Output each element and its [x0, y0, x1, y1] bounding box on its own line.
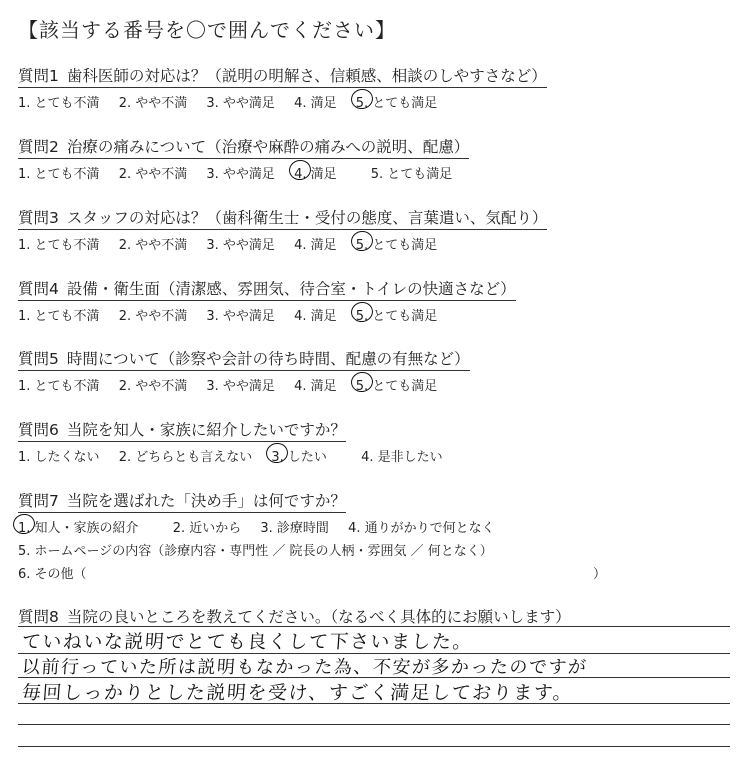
option-2[interactable]: 2. どちらとも言えない: [118, 450, 253, 465]
question-6: [18, 418, 748, 465]
option-1[interactable]: 1. したくない: [18, 450, 100, 465]
question-number: 質問2: [18, 138, 59, 156]
option-1[interactable]: 1. とても不満: [18, 309, 100, 324]
option-4[interactable]: 4. 満足: [294, 379, 337, 394]
question-number: 質問8: [18, 608, 59, 626]
option-5[interactable]: 5. ホームページの内容（診療内容・専門性 ／ 院長の人柄・雰囲気 ／ 何となく）: [18, 544, 493, 559]
option-6-row: [18, 563, 748, 582]
question-5: [18, 347, 748, 394]
question-number: 質問3: [18, 209, 59, 227]
option-4[interactable]: 4. 満足: [294, 238, 337, 253]
ruled-line: [18, 746, 730, 747]
question-text: 設備・衛生面（清潔感、雰囲気、待合室・トイレの快適さなど）: [66, 280, 516, 298]
option-3[interactable]: 3. やや満足: [206, 167, 275, 182]
handwritten-line-2: 以前行っていた所は説明もなかった為、不安が多かったのですが: [21, 657, 589, 678]
option-2[interactable]: 2. やや不満: [118, 238, 188, 253]
option-3[interactable]: 3. やや満足: [206, 96, 275, 111]
option-2[interactable]: 2. やや不満: [118, 96, 188, 111]
option-4[interactable]: 4. 満足: [294, 96, 337, 111]
answer-options: [18, 92, 748, 111]
option-1[interactable]: 1. とても不満: [18, 379, 100, 394]
question-number: 質問6: [18, 421, 59, 439]
handwritten-line-3: 毎回しっかりとした説明を受け、すごく満足しております。: [21, 682, 574, 704]
question-number: 質問5: [18, 350, 59, 368]
option-1[interactable]: 1. とても不満: [18, 96, 100, 111]
option-1[interactable]: 1. とても不満: [18, 238, 100, 253]
option-3[interactable]: 3. やや満足: [206, 238, 275, 253]
option-1-selected[interactable]: 1. 知人・家族の紹介: [18, 517, 154, 536]
question-7: [18, 489, 748, 582]
option-4[interactable]: 4. 是非したい: [361, 450, 443, 465]
question-8: [18, 605, 748, 628]
option-5-selected[interactable]: 5. とても満足: [356, 375, 453, 394]
question-text: 当院の良いところを教えてください。（なるべく具体的にお願いします）: [66, 608, 571, 626]
option-5-selected[interactable]: 5. とても満足: [356, 305, 453, 324]
question-1: [18, 64, 748, 111]
question-text: 歯科医師の対応は？（説明の明解さ、信頼感、相談のしやすさなど）: [66, 67, 547, 85]
question-text: 治療の痛みについて（治療や麻酔の痛みへの説明、配慮）: [66, 138, 470, 156]
option-2[interactable]: 2. やや不満: [118, 167, 188, 182]
option-6-close: ）: [593, 567, 607, 582]
option-5-selected[interactable]: 5. とても満足: [356, 92, 453, 111]
question-3: [18, 206, 748, 253]
handwritten-line-1: ていねいな説明でとても良くして下さいました。: [21, 631, 474, 653]
page-title: 【該当する番号を〇で囲んでください】: [18, 18, 396, 42]
answer-options: [18, 234, 748, 253]
answer-options: [18, 163, 748, 182]
question-text: スタッフの対応は？（歯科衛生士・受付の態度、言葉遣い、気配り）: [66, 209, 548, 227]
option-1[interactable]: 1. とても不満: [18, 167, 100, 182]
option-2[interactable]: 2. やや不満: [118, 309, 188, 324]
option-3[interactable]: 3. 診療時間: [260, 521, 329, 536]
option-4-selected[interactable]: 4. 満足: [294, 163, 352, 182]
option-3[interactable]: 3. やや満足: [206, 309, 275, 324]
option-4[interactable]: 4. 通りがかりで何となく: [348, 521, 495, 536]
question-number: 質問4: [18, 280, 59, 298]
option-2[interactable]: 2. 近いから: [172, 521, 242, 536]
question-number: 質問7: [18, 492, 59, 510]
question-text: 当院を選ばれた「決め手」は何ですか？: [66, 492, 346, 510]
question-text: 当院を知人・家族に紹介したいですか？: [66, 421, 346, 439]
option-3[interactable]: 3. やや満足: [206, 379, 275, 394]
answer-options: [18, 446, 748, 465]
question-text: 時間について（診察や会計の待ち時間、配慮の有無など）: [66, 350, 470, 368]
question-4: [18, 277, 748, 324]
option-2[interactable]: 2. やや不満: [118, 379, 188, 394]
option-5[interactable]: 5. とても満足: [370, 167, 453, 182]
option-6[interactable]: 6. その他（: [18, 567, 87, 582]
option-5-selected[interactable]: 5. とても満足: [356, 234, 453, 253]
ruled-line: [18, 724, 730, 725]
answer-options: [18, 517, 748, 536]
question-number: 質問1: [18, 67, 59, 85]
answer-options: [18, 305, 748, 324]
option-4[interactable]: 4. 満足: [294, 309, 337, 324]
option-5-row: [18, 540, 748, 559]
answer-options: [18, 375, 748, 394]
option-3-selected[interactable]: 3. したい: [271, 446, 342, 465]
question-2: [18, 135, 748, 182]
